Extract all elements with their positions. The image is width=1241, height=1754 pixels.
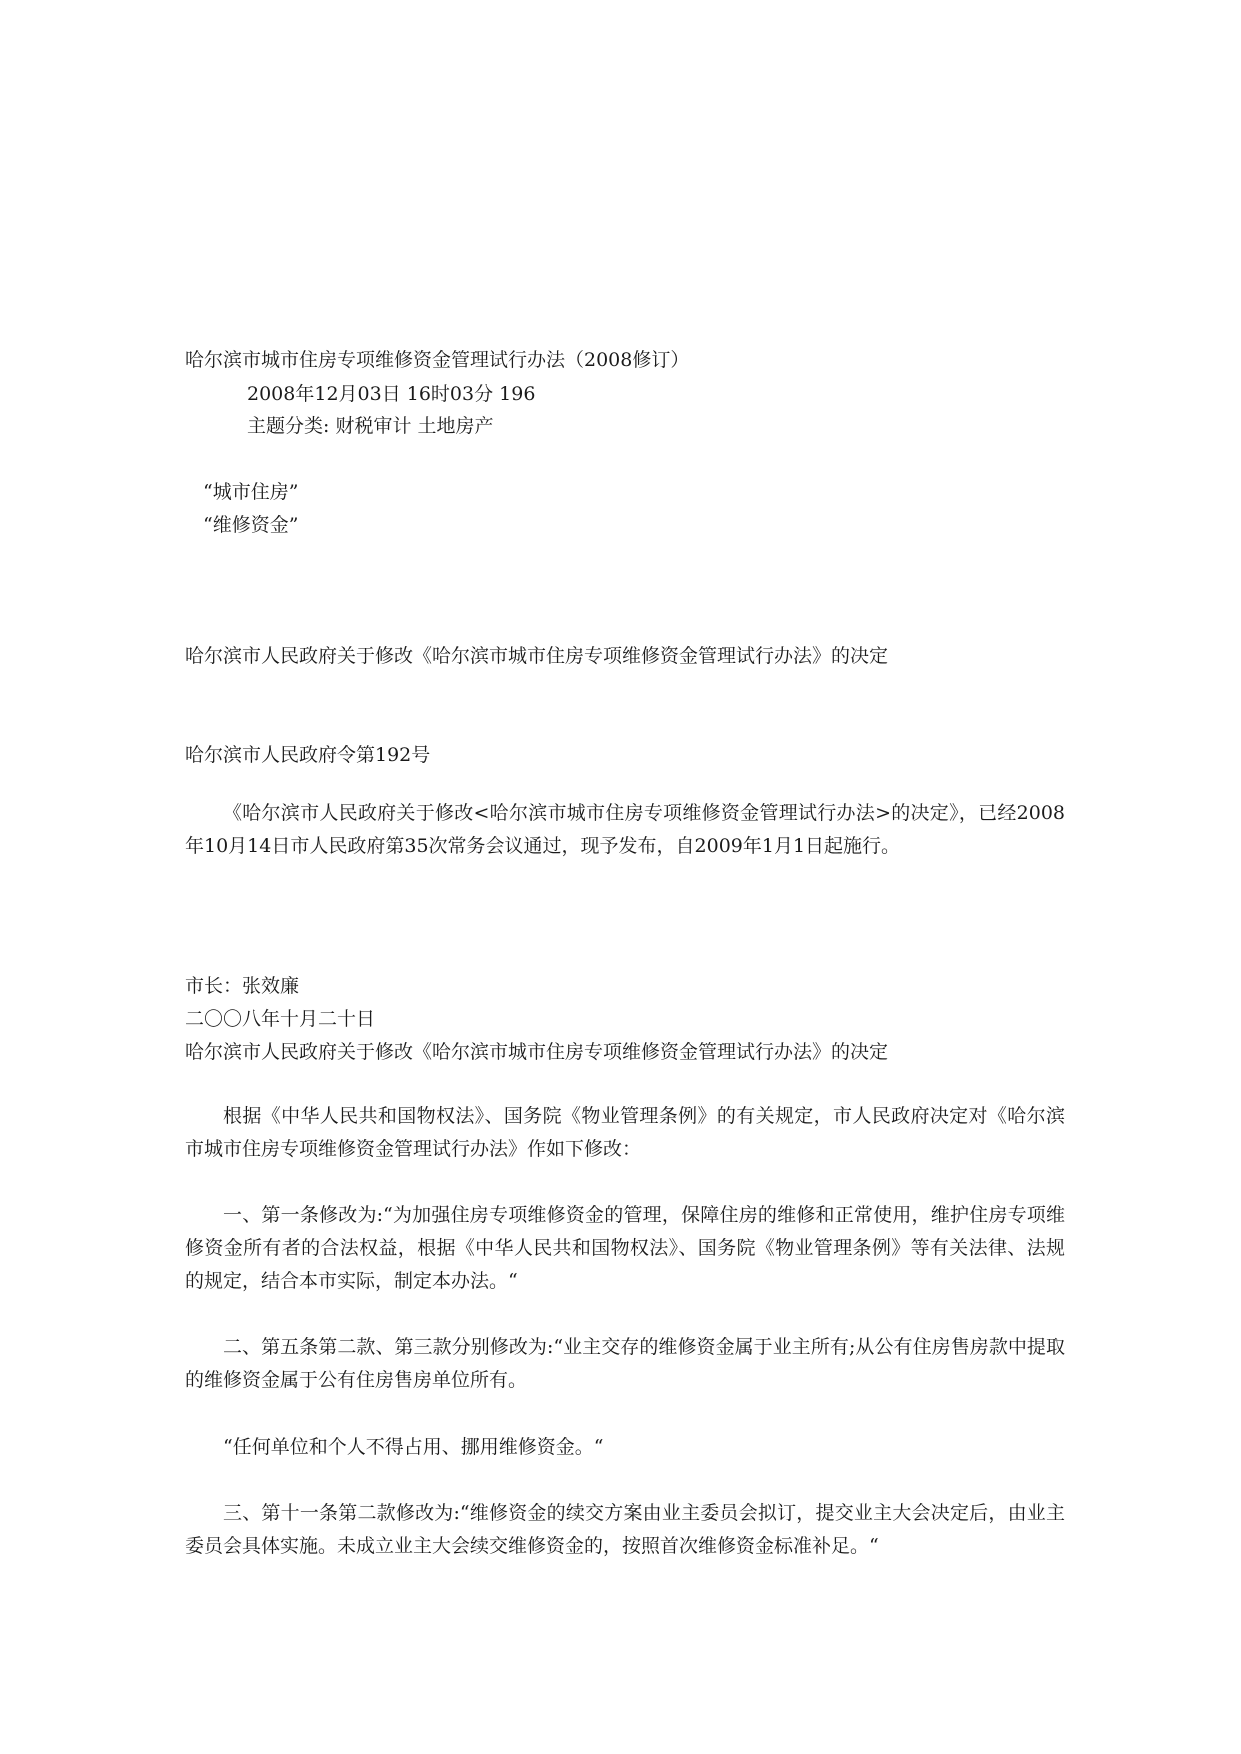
intro-paragraph: 根据《中华人民共和国物权法》、国务院《物业管理条例》的有关规定，市人民政府决定对《哈尔滨市城市住房专项维修资金管理试行办法》作如下修改： — [185, 1105, 1065, 1160]
document-title: 哈尔滨市城市住房专项维修资金管理试行办法（2008修订） — [185, 349, 690, 371]
amendment-paragraph: 二、第五条第二款、第三款分别修改为:“业主交存的维修资金属于业主所有;从公有住房售房款中提取的维修资金属于公有住房售房单位所有。 — [185, 1336, 1065, 1391]
signature-date: 二〇〇八年十月二十日 — [185, 1008, 376, 1030]
promulgation-paragraph: 《哈尔滨市人民政府关于修改<哈尔滨市城市住房专项维修资金管理试行办法>的决定》，已经2008年10月14日市人民政府第35次常务会议通过，现予发布，自2009年1月1日起施行。 — [185, 802, 1065, 857]
decision-heading-2: 哈尔滨市人民政府关于修改《哈尔滨市城市住房专项维修资金管理试行办法》的决定 — [185, 1041, 889, 1063]
amendment-paragraph: 三、第十一条第二款修改为:“维修资金的续交方案由业主委员会拟订，提交业主大会决定后，由业主委员会具体实施。未成立业主大会续交维修资金的，按照首次维修资金标准补足。“ — [185, 1502, 1065, 1557]
category-meta: 主题分类: 财税审计 土地房产 — [247, 415, 494, 437]
decision-heading: 哈尔滨市人民政府关于修改《哈尔滨市城市住房专项维修资金管理试行办法》的决定 — [185, 645, 889, 667]
keyword-item: “城市住房” — [203, 481, 299, 503]
publish-date-meta: 2008年12月03日 16时03分 196 — [247, 383, 536, 405]
mayor-signature: 市长：张效廉 — [185, 975, 300, 997]
amendment-paragraph: “任何单位和个人不得占用、挪用维修资金。“ — [223, 1436, 604, 1458]
order-number: 哈尔滨市人民政府令第192号 — [185, 744, 431, 766]
amendment-paragraph: 一、第一条修改为:“为加强住房专项维修资金的管理，保障住房的维修和正常使用，维护住房专项维修资金所有者的合法权益，根据《中华人民共和国物权法》、国务院《物业管理条例》等有关法律、法规的规定，结合本市实际，制定本办法。“ — [185, 1204, 1065, 1292]
keyword-item: “维修资金” — [203, 514, 299, 536]
